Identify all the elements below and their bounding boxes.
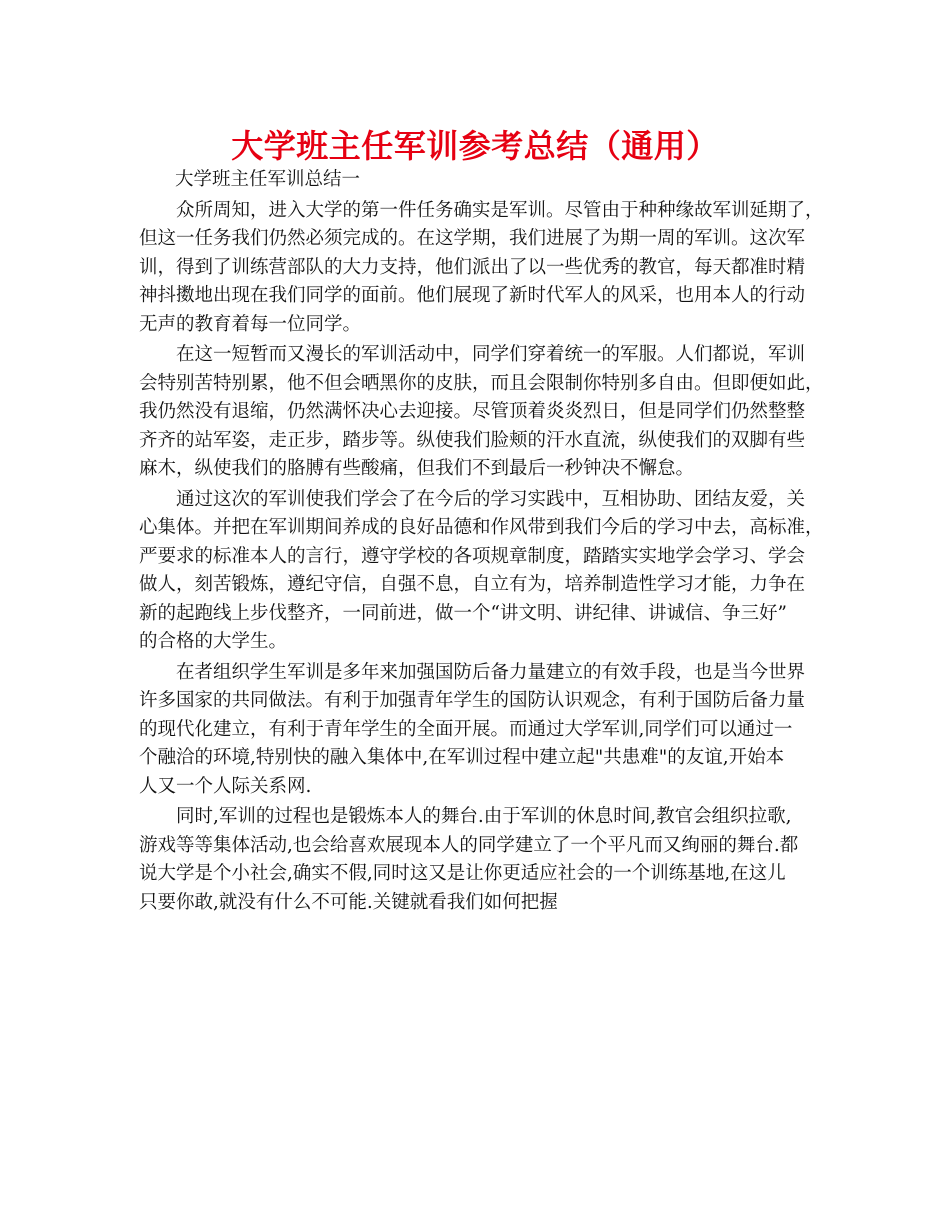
document-body [139,166,825,919]
text-line: 的现代化建立，有利于青年学生的全面开展。而通过大学军训,同学们可以通过一 [139,718,793,740]
text-line: 严要求的标准本人的言行，遵守学校的各项规章制度，踏踏实实地学会学习、学会 [139,545,806,567]
text-line: 训，得到了训练营部队的大力支持，他们派出了以一些优秀的教官，每天都准时精 [139,256,806,278]
document-title: 大学班主任军训参考总结（通用） [231,127,719,165]
text-line: 只要你敢,就没有什么不可能.关键就看我们如何把握 [139,891,558,913]
text-line: 在者组织学生军训是多年来加强国防后备力量建立的有效手段，也是当今世界 [139,661,806,683]
text-line: 的合格的大学生。 [139,631,288,652]
text-line: 心集体。并把在军训期间养成的良好品德和作风带到我们今后的学习中去，高标准， [139,517,824,538]
text-line: 新的起跑线上步伐整齐，一同前进，做一个“讲文明、讲纪律、讲诚信、争三好” [139,602,787,624]
text-line: 同时,军训的过程也是锻炼本人的舞台.由于军训的休息时间,教官会组织拉歌, [139,806,792,827]
section-heading: 大学班主任军训总结一 [175,169,361,190]
text-line: 神抖擞地出现在我们同学的面前。他们展现了新时代军人的风采，也用本人的行动 [139,285,806,306]
text-line: 但这一任务我们仍然必须完成的。在这学期，我们进展了为期一周的军训。这次军 [139,228,806,249]
paragraph-4 [139,659,825,802]
text-line: 齐齐的站军姿，走正步，踏步等。纵使我们脸颊的汗水直流，纵使我们的双脚有些 [139,429,806,451]
text-line: 我仍然没有退缩，仍然满怀决心去迎接。尽管顶着炎炎烈日，但是同学们仍然整整 [139,401,806,422]
paragraph-1 [139,197,825,340]
text-line: 许多国家的共同做法。有利于加强青年学生的国防认识观念，有利于国防后备力量 [139,690,806,711]
text-line: 做人，刻苦锻炼，遵纪守信，自强不息，自立有为，培养制造性学习才能，力争在 [139,574,806,595]
text-line: 游戏等等集体活动,也会给喜欢展现本人的同学建立了一个平凡而又绚丽的舞台.都 [139,834,799,856]
text-line: 通过这次的军训使我们学会了在今后的学习实践中，互相协助、团结友爱，关 [139,488,806,510]
text-line: 众所周知，进入大学的第一件任务确实是军训。尽管由于种种缘故军训延期了， [139,199,824,221]
text-line: 在这一短暂而又漫长的军训活动中，同学们穿着统一的军服。人们都说，军训 [139,344,806,365]
paragraph-5 [139,803,825,917]
text-line: 人又一个人际关系网. [139,775,312,797]
text-line: 无声的教育着每一位同学。 [139,313,362,335]
paragraph-3 [139,486,825,657]
text-line: 说大学是个小社会,确实不假,同时这又是让你更适应社会的一个训练基地,在这儿 [139,863,786,884]
text-line: 麻木，纵使我们的胳膊有些酸痛，但我们不到最后一秒钟决不懈怠。 [139,458,695,479]
text-line: 会特别苦特别累，他不但会晒黑你的皮肤，而且会限制你特别多自由。但即便如此， [139,372,824,394]
paragraph-2 [139,341,825,484]
text-line: 个融洽的环境,特别快的融入集体中,在军训过程中建立起"共患难"的友谊,开始本 [139,747,785,768]
